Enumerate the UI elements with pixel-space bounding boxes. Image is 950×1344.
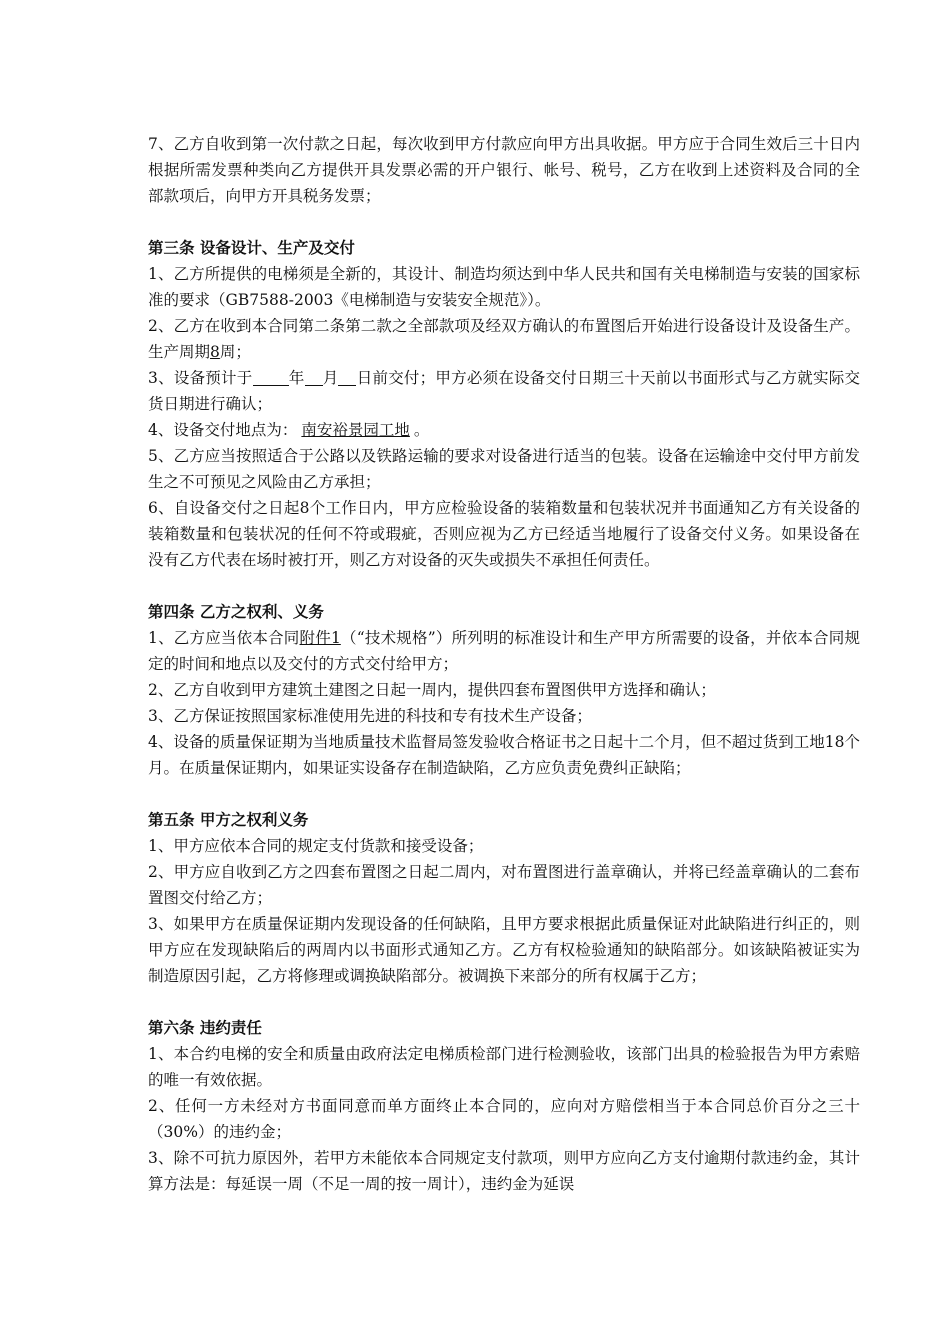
- s3-clause-4: [148, 417, 860, 443]
- s3-clause-3-text: 3、设备预计于: [148, 369, 253, 387]
- s6-clause-2: 2、任何一方未经对方书面同意而单方面终止本合同的，应向对方赔偿相当于本合同总价百分之三十（30%）的违约金；: [148, 1097, 860, 1141]
- s3-clause-3-tail: 日前交付；甲方必须在设备交付日期三十天前以书面形式与乙方就实际交货日期进行确认；: [148, 369, 860, 413]
- s6-clause-3: 3、除不可抗力原因外，若甲方未能依本合同规定支付款项，则甲方应向乙方支付逾期付款违约金，其计算方法是：每延误一周（不足一周的按一周计），违约金为延误: [148, 1149, 860, 1193]
- s5-clause-2: 2、甲方应自收到乙方之四套布置图之日起二周内，对布置图进行盖章确认，并将已经盖章确认的二套布置图交付给乙方；: [148, 863, 860, 907]
- section-4-heading: 第四条 乙方之权利、义务: [148, 602, 324, 621]
- s4-clause-1-tail: （“技术规格”）所列明的标准设计和生产甲方所需要的设备，并依本合同规定的时间和地点以及交付的方式交付给甲方；: [148, 629, 860, 673]
- s3-clause-5: 5、乙方应当按照适合于公路以及铁路运输的要求对设备进行适当的包装。设备在运输途中交付甲方前发生之不可预见之风险由乙方承担；: [148, 447, 860, 491]
- section-3-heading: 第三条 设备设计、生产及交付: [148, 238, 355, 257]
- appendix-1-reference: 附件1: [299, 629, 341, 647]
- contract-body: [148, 131, 860, 1197]
- clause-7: 7、乙方自收到第一次付款之日起，每次收到甲方付款应向甲方出具收据。甲方应于合同生效后三十日内根据所需发票种类向乙方提供开具发票必需的开户银行、帐号、税号，乙方在收到上述资料及合同的全部款项后，向甲方开具税务发票；: [148, 135, 860, 205]
- s4-clause-1: [148, 625, 860, 677]
- s3-clause-2-tail: 周；: [219, 343, 251, 361]
- s6-clause-1: 1、本合约电梯的安全和质量由政府法定电梯质检部门进行检测验收，该部门出具的检验报告为甲方索赔的唯一有效依据。: [148, 1045, 860, 1089]
- section-5-heading: 第五条 甲方之权利义务: [148, 810, 309, 829]
- s3-clause-2: [148, 313, 860, 365]
- s5-clause-3: 3、如果甲方在质量保证期内发现设备的任何缺陷，且甲方要求根据此质量保证对此缺陷进行纠正的，则甲方应在发现缺陷后的两周内以书面形式通知乙方。乙方有权检验通知的缺陷部分。如该缺陷被证实为制造原因引起，乙方将修理或调换缺陷部分。被调换下来部分的所有权属于乙方；: [148, 915, 860, 985]
- s4-clause-2: 2、乙方自收到甲方建筑土建图之日起一周内，提供四套布置图供甲方选择和确认；: [148, 681, 716, 699]
- s4-clause-3: 3、乙方保证按照国家标准使用先进的科技和专有技术生产设备；: [148, 707, 592, 725]
- s4-clause-1-text: 1、乙方应当依本合同: [148, 629, 300, 647]
- month-blank: [305, 367, 323, 386]
- s3-clause-3: [148, 365, 860, 417]
- s3-clause-2-text: 2、乙方在收到本合同第二条第二款之全部款项及经双方确认的布置图后开始进行设备设计及设备生产。生产周期: [148, 317, 860, 361]
- s3-clause-4-text: 4、设备交付地点为：: [148, 421, 298, 439]
- year-blank: [253, 367, 289, 386]
- section-6-heading: 第六条 违约责任: [148, 1018, 262, 1037]
- month-label: 月: [322, 369, 339, 387]
- s5-clause-1: 1、甲方应依本合同的规定支付货款和接受设备；: [148, 837, 484, 855]
- day-blank: [338, 367, 356, 386]
- delivery-location-value: 南安裕景园工地: [301, 421, 410, 439]
- s4-clause-4: 4、设备的质量保证期为当地质量技术监督局签发验收合格证书之日起十二个月，但不超过货到工地18个月。在质量保证期内，如果证实设备存在制造缺陷，乙方应负责免费纠正缺陷；: [148, 733, 860, 777]
- s3-clause-6: 6、自设备交付之日起8个工作日内，甲方应检验设备的装箱数量和包装状况并书面通知乙方有关设备的装箱数量和包装状况的任何不符或瑕疵，否则应视为乙方已经适当地履行了设备交付义务。如果设备在没有乙方代表在场时被打开，则乙方对设备的灭失或损失不承担任何责任。: [148, 499, 860, 569]
- production-period-value: 8: [210, 343, 220, 361]
- year-label: 年: [288, 369, 305, 387]
- s3-clause-1: 1、乙方所提供的电梯须是全新的，其设计、制造均须达到中华人民共和国有关电梯制造与安装的国家标准的要求（GB7588-2003《电梯制造与安装安全规范》）。: [148, 265, 860, 309]
- s3-clause-4-tail: 。: [413, 421, 430, 439]
